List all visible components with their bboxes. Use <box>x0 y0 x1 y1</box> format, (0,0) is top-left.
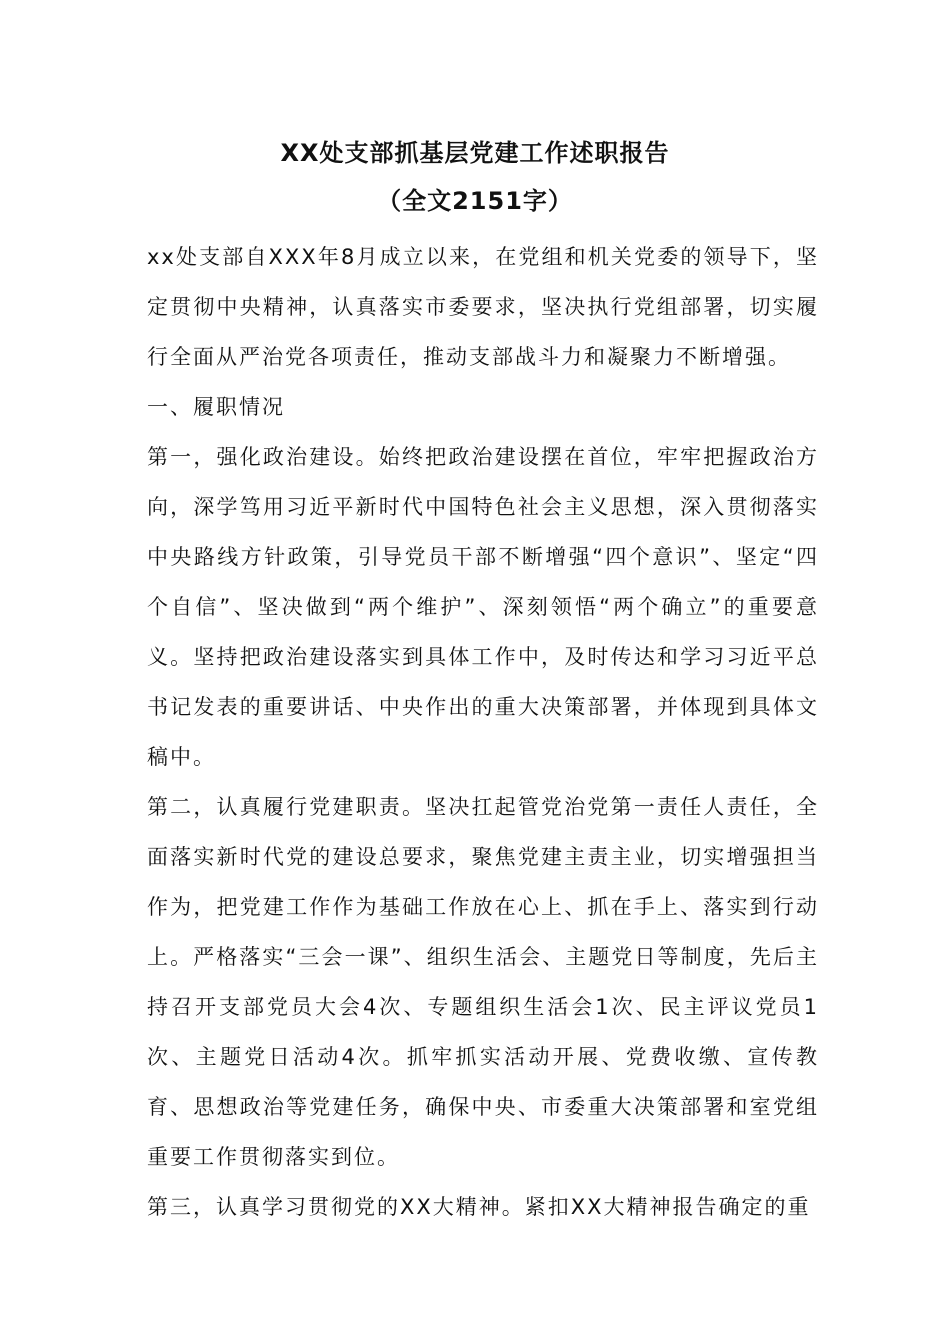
document-title: XX处支部抓基层党建工作述职报告 <box>280 139 670 167</box>
document-body <box>147 232 819 1232</box>
body-paragraph: 第三，认真学习贯彻党的XX大精神。紧扣XX大精神报告确定的重 <box>147 1195 811 1219</box>
body-paragraph: 第一，强化政治建设。始终把政治建设摆在首位，牢牢把握政治方向，深学笃用习近平新时代中国特色社会主义思想，深入贯彻落实中央路线方针政策，引导党员干部不断增强“四个意识”、坚定“四个自信”、坚决做到“两个维护”、深刻领悟“两个确立”的重要意义。坚持把政治建设落实到具体工作中，及时传达和学习习近平总书记发表的重要讲话、中央作出的重大决策部署，并体现到具体文稿中。 <box>147 445 819 769</box>
section-heading: 一、履职情况 <box>147 395 285 419</box>
body-paragraph: 第二，认真履行党建职责。坚决扛起管党治党第一责任人责任，全面落实新时代党的建设总要求，聚焦党建主责主业，切实增强担当作为，把党建工作作为基础工作放在心上、抓在手上、落实到行动上。严格落实“三会一课”、组织生活会、主题党日等制度，先后主持召开支部党员大会4次、专题组织生活会1次、民主评议党员1次、主题党日活动4次。抓牢抓实活动开展、党费收缴、宣传教育、思想政治等党建任务，确保中央、市委重大决策部署和室党组重要工作贯彻落实到位。 <box>147 795 819 1169</box>
document-subtitle: （全文2151字） <box>377 187 573 215</box>
intro-paragraph: xx处支部自XXX年8月成立以来，在党组和机关党委的领导下，坚定贯彻中央精神，认真落实市委要求，坚决执行党组部署，切实履行全面从严治党各项责任，推动支部战斗力和凝聚力不断增强。 <box>147 245 819 369</box>
